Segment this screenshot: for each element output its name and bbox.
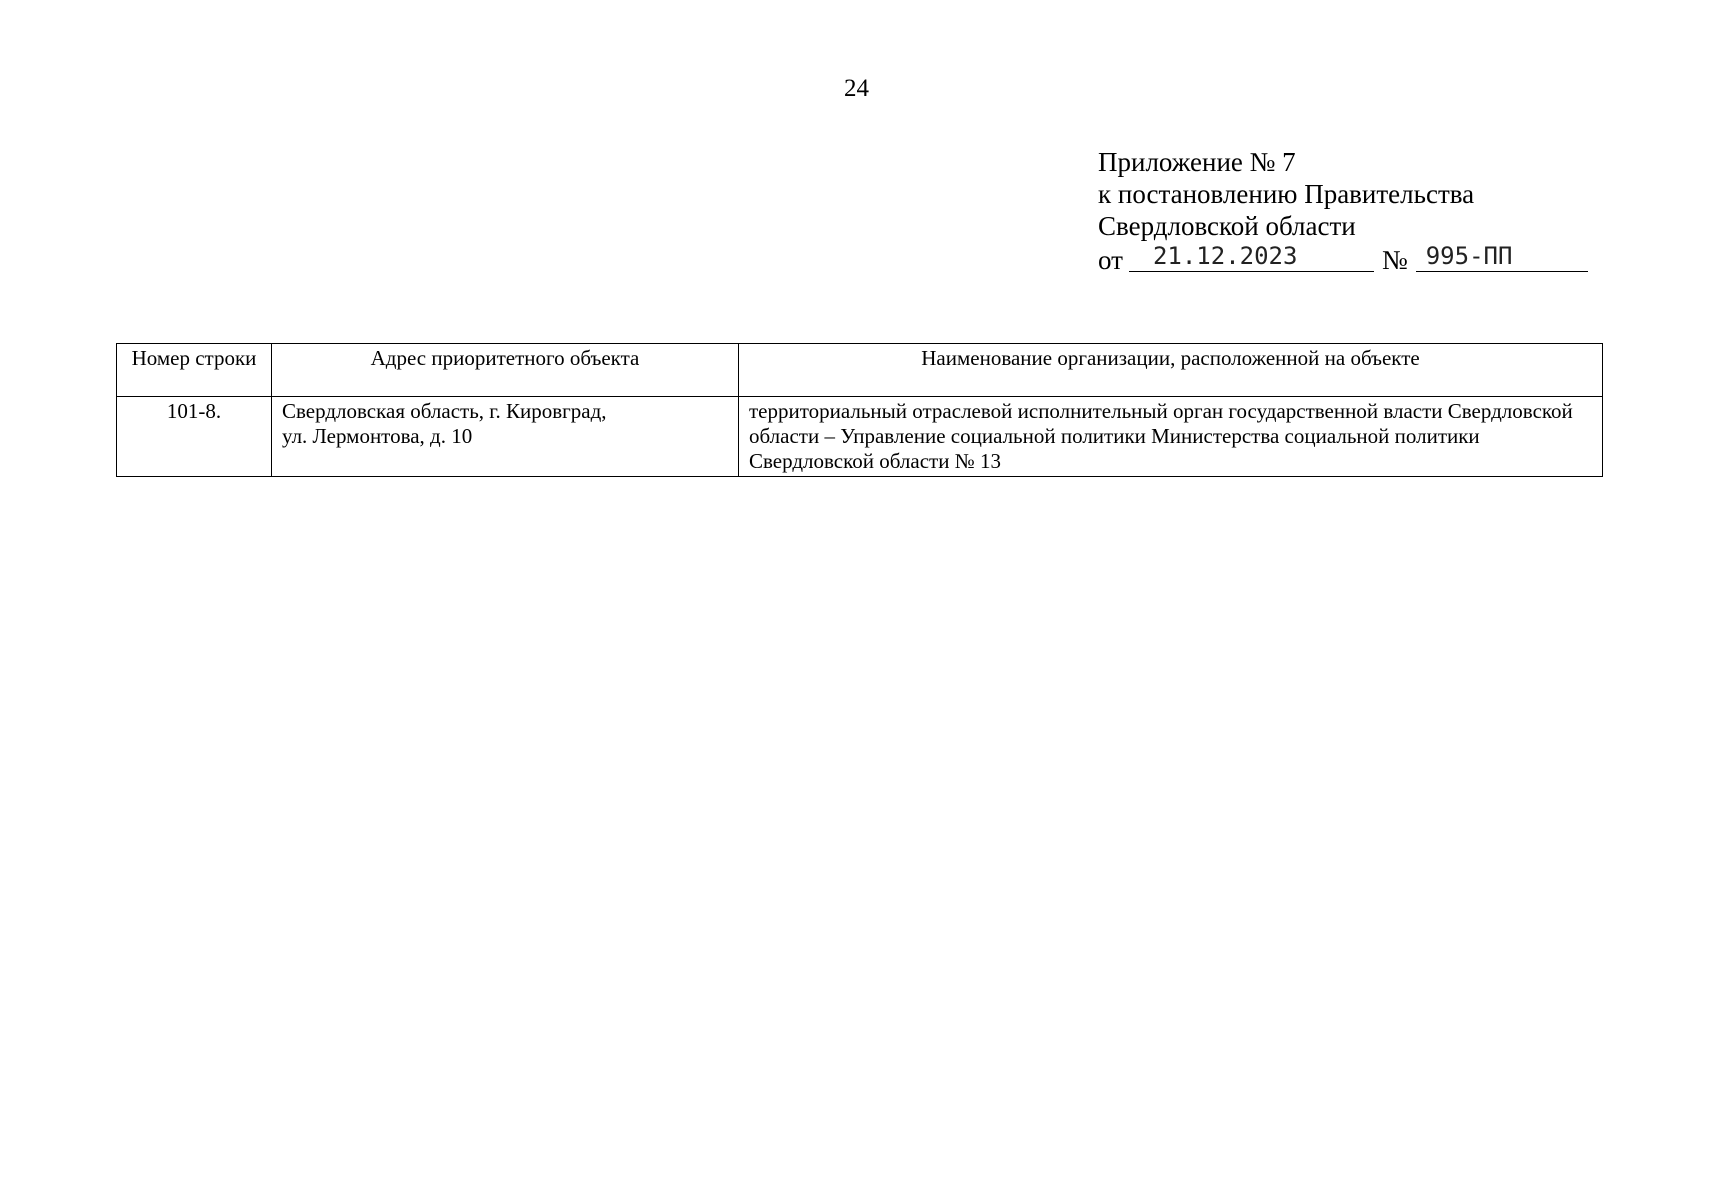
- address-line-1: Свердловская область, г. Кировград,: [282, 399, 607, 423]
- header-address: Адрес приоритетного объекта: [272, 344, 739, 397]
- page-number: 24: [844, 75, 869, 102]
- cell-address: [272, 397, 739, 477]
- appendix-region: Свердловской области: [1098, 211, 1356, 241]
- appendix-date-line: [1098, 242, 1588, 276]
- appendix-block: [1098, 146, 1588, 276]
- header-row-number: Номер строки: [117, 344, 272, 397]
- priority-objects-table: [116, 343, 1603, 477]
- appendix-title: Приложение № 7: [1098, 147, 1296, 177]
- from-label: от: [1098, 245, 1123, 275]
- cell-row-number: 101-8.: [117, 397, 272, 477]
- address-line-2: ул. Лермонтова, д. 10: [282, 424, 473, 448]
- table-row: [117, 397, 1603, 477]
- resolution-date: 21.12.2023: [1129, 242, 1374, 272]
- table-header-row: [117, 344, 1603, 397]
- header-organization: Наименование организации, расположенной на объекте: [739, 344, 1603, 397]
- resolution-number: 995-ПП: [1416, 242, 1588, 272]
- number-label: №: [1381, 245, 1408, 275]
- cell-organization: территориальный отраслевой исполнительный орган государственной власти Свердловской области – Управление социальной политики Министерства социальной политики Свердловской области № 13: [739, 397, 1603, 477]
- appendix-resolution: к постановлению Правительства: [1098, 179, 1475, 209]
